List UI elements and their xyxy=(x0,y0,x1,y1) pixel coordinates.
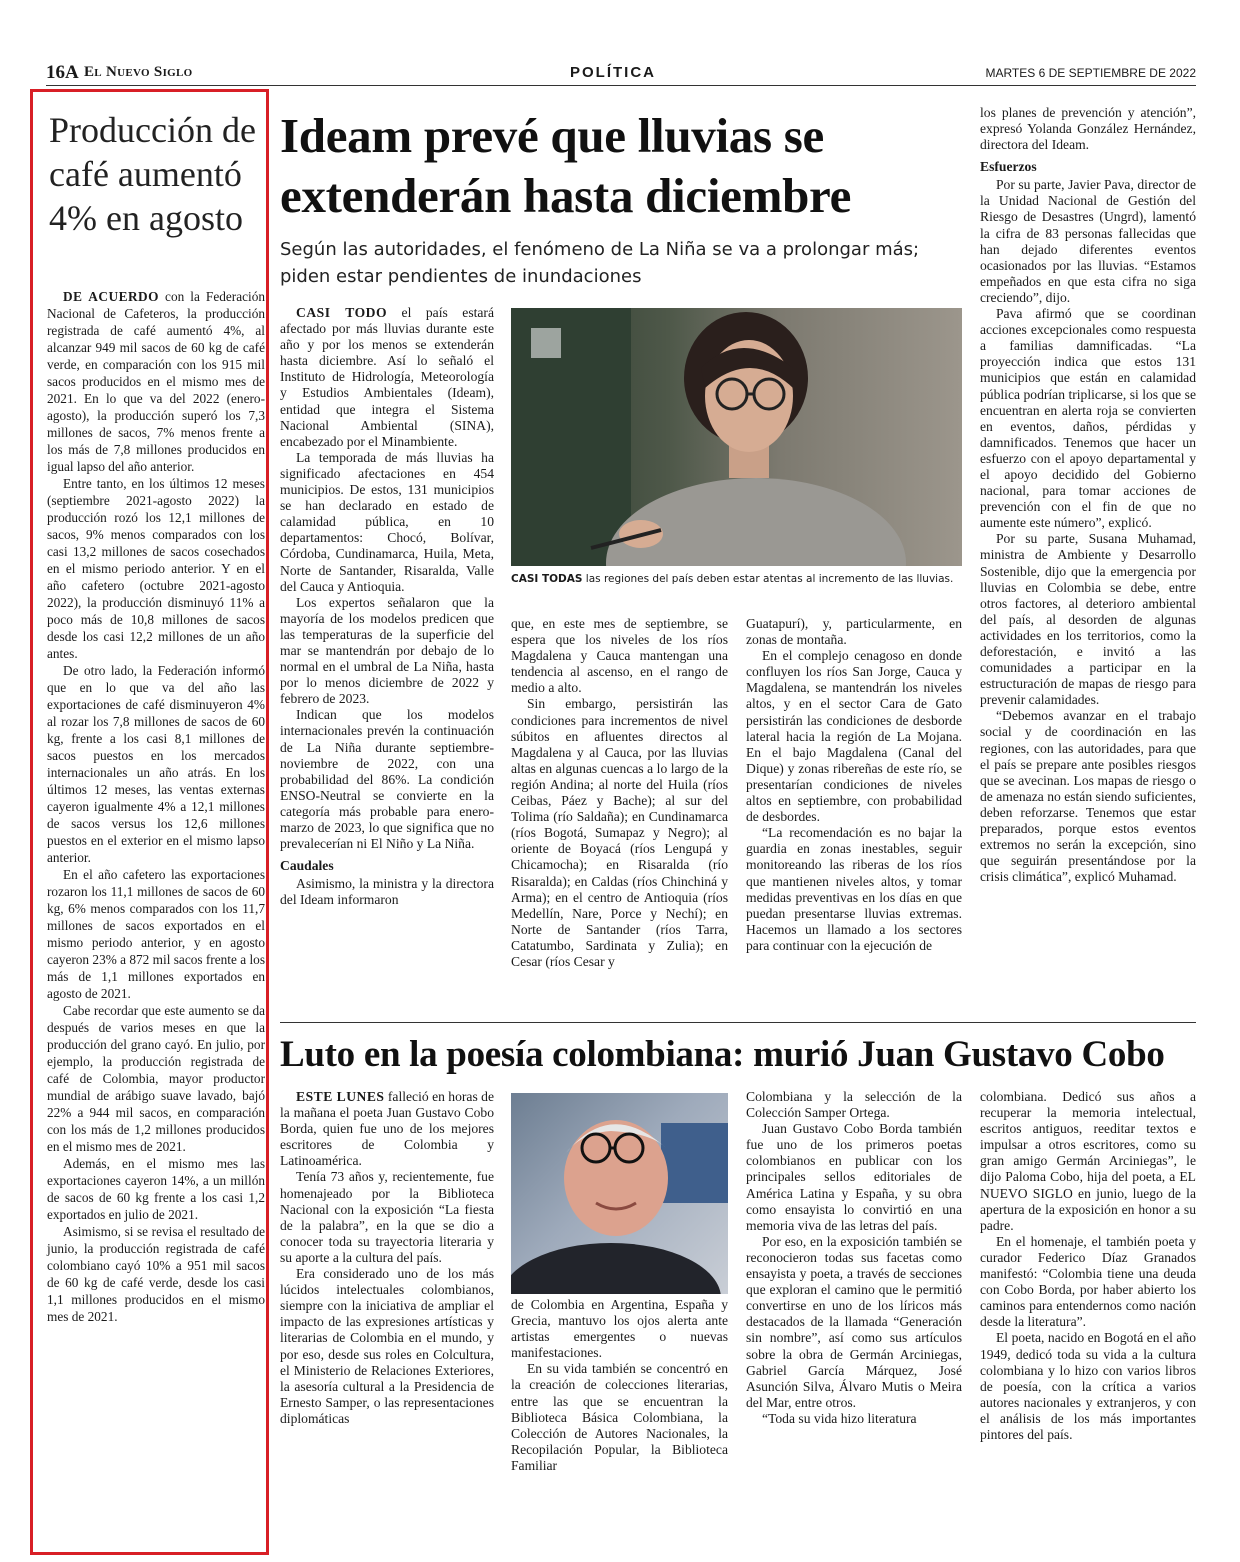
woman-speaking-photo xyxy=(511,308,962,566)
article-paragraph: Por su parte, Susana Muhamad, ministra de Ambiente y Desarrollo Sostenible, dijo que la emergencia por lluvias en Colombia se debe, entre otros factores, al deterioro ambiental del país, al desorden de algunas actividades en los territorios, como la deforestación, e invitó a las comunidades a participar en la estructuración de mapas de riesgo para prevenir calamidades. xyxy=(980,531,1196,708)
article-divider xyxy=(280,1022,1196,1023)
article-paragraph: En su vida también se concentró en la creación de colecciones literarias, entre las que se encuentran la Biblioteca Básica Colombiana, la Colección de Autores Nacionales, la Recopilación Popular, la Biblioteca Familiar xyxy=(511,1361,728,1473)
article-column-1 xyxy=(280,305,494,908)
article-paragraph: Pava afirmó que se coordinan acciones excepcionales como respuesta a familias damnificadas. “La proyección indica que estos 131 municipios que están en calamidad pública podrían triplicarse, si los que se encuentran en alerta roja se convierten en eventos, daños, pérdidas y damnificados. Tenemos que hacer un esfuerzo con el apoyo departamental y el apoyo decidido del Gobierno nacional, para tomar acciones de prevención con el fin de que no aumente este número”, explicó. xyxy=(980,306,1196,531)
photo-illustration xyxy=(511,1093,728,1294)
article-paragraph: Tenía 73 años y, recientemente, fue homenajeado por la Biblioteca Nacional con la exposición “La fiesta de la palabra”, en la que se dio a conocer toda su trayectoria literaria y su aporte a la cultura del país. xyxy=(280,1169,494,1265)
article-paragraph xyxy=(280,1089,494,1169)
article-paragraph: “La recomendación es no bajar la guardia en zonas inestables, seguir monitoreando las riberas de los ríos que mantienen niveles altos, y tomar medidas preventivas en los días en que puedan presentarse lluvias extremas. Hacemos un llamado a los sectores para continuar con la ejecución de xyxy=(746,825,962,953)
article-paragraph: colombiana. Dedicó sus años a recuperar la memoria intelectual, escritos antiguos, reeditar textos e impulsar a otros escritores, como su gran amigo Germán Arciniegas”, le dijo Paloma Cobo, hija del poeta, a EL NUEVO SIGLO en junio, luego de la apertura de la exposición en honor a su padre. xyxy=(980,1089,1196,1233)
article-paragraph: En el complejo cenagoso en donde confluyen los ríos San Jorge, Cauca y Magdalena, se mantendrán los niveles altos, y en el sector Cara de Gato persistirán las condiciones de desborde lateral hacia la región de La Mojana. En el bajo Magdalena (Canal del Dique) y zonas ribereñas de este río, se presentarían condiciones de niveles altos en septiembre, con probabilidad de desbordes. xyxy=(746,648,962,825)
article-paragraph: La temporada de más lluvias ha significado afectaciones en 454 municipios. De estos, 131 municipios se han declarado en estado de calamidad pública, en 10 departamentos: Chocó, Bolívar, Córdoba, Cundinamarca, Huila, Meta, Norte de Santander, Risaralda, Valle del Cauca y Antioquia. xyxy=(280,449,494,594)
sidebar-body xyxy=(47,288,265,1325)
article-lead: ESTE LUNES xyxy=(296,1089,385,1104)
caption-lead: CASI TODAS xyxy=(511,573,583,585)
article-paragraph: Juan Gustavo Cobo Borda también fue uno de los primeros poetas colombianos en publicar con los principales sellos editoriales de América Latina y España, y su obra como ensayista lo convirtió en una memoria viva de las letras del país. xyxy=(746,1121,962,1233)
article-paragraph: que, en este mes de septiembre, se espera que los niveles de los ríos Magdalena y Cauca mantengan una tendencia al ascenso, en el rango de medio a alto. xyxy=(511,616,728,696)
article-column-2 xyxy=(511,1297,728,1474)
sidebar-headline: Producción de café aumentó 4% en agosto xyxy=(49,110,256,238)
sidebar-paragraph: Asimismo, si se revisa el resultado de junio, la producción registrada de café colombiano cayó 10% a 951 mil sacos de 60 kg de café verde, desde los casi 1,1 millones producidos en el mismo mes de 2021. xyxy=(47,1224,265,1324)
article-paragraph: Colombiana y la selección de la Colección Samper Ortega. xyxy=(746,1089,962,1121)
article-paragraph: Indican que los modelos internacionales prevén la continuación de La Niña durante septiembre-noviembre de 2022, con una probabilidad del 86%. La condición ENSO-Neutral se convierte en la categoría más probable para enero-marzo de 2023, lo que significa que no prevalecerían ni El Niño y La Niña. xyxy=(280,707,494,852)
article-paragraph xyxy=(280,305,494,450)
article-paragraph: Era considerado uno de los más lúcidos intelectuales colombianos, siempre con la iniciativa de ampliar el impacto de las expresiones artísticas y literarias de Colombia en el mundo, y por eso, desde sus roles en Colcultura, el Ministerio de Relaciones Exteriores, la asesoría cultural a la Presidencia de Ernesto Samper, o las representaciones diplomáticas xyxy=(280,1266,494,1426)
sidebar-lead: DE ACUERDO xyxy=(63,289,160,304)
article-subhead: Caudales xyxy=(280,858,334,874)
sidebar-paragraph: En el año cafetero las exportaciones rozaron los 11,1 millones de sacos de 60 kg, 6% menos comparados con los 11,7 millones de sacos exportados en el mismo periodo anterior, y en agosto cayeron 23% a 872 mil sacos frente a los más de 1,1 millones exportados en agosto de 2021. xyxy=(47,867,265,1001)
article-headline: Luto en la poesía colombiana: murió Juan Gustavo Cobo xyxy=(280,1034,1165,1075)
section-name: POLÍTICA xyxy=(570,64,656,81)
page-header xyxy=(46,62,1196,86)
sidebar-paragraph: Además, en el mismo mes las exportaciones cayeron 14%, a un millón de sacos de 60 kg frente a los casi 1,2 exportados en julio de 2021. xyxy=(47,1156,265,1222)
article-paragraph: “Debemos avanzar en el trabajo social y de coordinación en las regiones, con las autoridades, para que el país se prepare ante posibles riesgos que se avecinan. Los mapas de riesgo o de amenaza no están siendo suficientes, deben reforzarse. Tenemos que estar preparados, porque estos eventos extremos no serán la excepción, sino que seguirán presentándose por la crisis climática”, explicó Muhamad. xyxy=(980,708,1196,885)
sidebar-paragraph: Cabe recordar que este aumento se da después de varios meses en que la producción del grano cayó. En julio, por ejemplo, la producción registrada de café de Colombia, mayor productor mundial de arábigo suave lavado, bajó 22% a 944 mil sacos, en comparación con los más de 1,2 millones producidos en el mismo mes de 2021. xyxy=(47,1003,265,1154)
article-headline: Ideam prevé que lluvias se extenderán hasta diciembre xyxy=(280,108,852,223)
article-column-3 xyxy=(746,616,962,954)
article-column-2 xyxy=(511,616,728,970)
article-paragraph: “Toda su vida hizo literatura xyxy=(762,1410,917,1426)
article-column-1 xyxy=(280,1089,494,1427)
sidebar-paragraph-text: con la Federación Nacional de Cafeteros, la producción registrada de café aumentó 4%, al alcanzar 949 mil sacos de 60 kg de café verde, en comparación con los 915 mil sacos producidos en el mismo mes de 2021. En lo que va del 2022 (enero-agosto), la producción superó los 7,3 millones de sacos, 7% menos frente a los más de 7,8 millones producidos en igual lapso del año anterior. xyxy=(47,289,265,474)
article-paragraph: Guatapurí), y, particularmente, en zonas de montaña. xyxy=(746,616,962,648)
article-subtitle: Según las autoridades, el fenómeno de La Niña se va a prolongar más; piden estar pendientes de inundaciones xyxy=(280,239,920,287)
article-column-4 xyxy=(980,1089,1196,1443)
article-subhead: Esfuerzos xyxy=(980,159,1037,175)
article-paragraph-text: falleció en horas de la mañana el poeta Juan Gustavo Cobo Borda, quien fue uno de los mejores escritores de Colombia y Latinoamérica. xyxy=(280,1089,494,1169)
article-lead: CASI TODO xyxy=(296,305,388,320)
article-paragraph: de Colombia en Argentina, España y Grecia, mantuvo los ojos alerta ante artistas emergentes o nuevas manifestaciones. xyxy=(511,1297,728,1361)
article-paragraph: El poeta, nacido en Bogotá en el año 1949, dedicó toda su vida a la cultura colombiana y lo hizo con varios libros de poesía, con la crítica a varios autores nacionales y extranjeros, y con el análisis de los más importantes pintores del país. xyxy=(980,1330,1196,1442)
sidebar-paragraph: De otro lado, la Federación informó que en lo que va del año las exportaciones de café disminuyeron 4% al rozar los 7,8 millones de sacos de 60 kg, frente a los casi 8,1 millones de sacos puestos en los mercados internacionales un año atrás. En los últimos 12 meses, las ventas externas cayeron igualmente 4% a 12,1 millones de sacos versus los 12,6 millones puestos en el exterior en el mismo lapso anterior. xyxy=(47,663,265,865)
sidebar-paragraph xyxy=(47,288,265,475)
newspaper-name: El Nuevo Siglo xyxy=(84,64,193,80)
article-paragraph: los planes de prevención y atención”, expresó Yolanda González Hernández, directora del Ideam. xyxy=(980,105,1196,153)
article-column-4 xyxy=(980,105,1196,885)
publication-date: MARTES 6 DE SEPTIEMBRE DE 2022 xyxy=(985,66,1196,80)
photo-illustration xyxy=(511,308,962,566)
page-number: 16A xyxy=(46,62,79,83)
article-paragraph: Por su parte, Javier Pava, director de la Unidad Nacional de Gestión del Riesgo de Desastres (Ungrd), lamentó la cifra de 83 personas fallecidas que han dejado diferentes eventos ocasionados por las lluvias. “Estamos empeñados en que esta cifra no siga creciendo”, dijo. xyxy=(980,177,1196,305)
photo-caption xyxy=(511,572,962,586)
coffee-sidebar-box xyxy=(30,89,269,1555)
article-paragraph: Por eso, en la exposición también se reconocieron todas sus facetas como ensayista y poeta, a través de secciones que exploran el camino que le permitió convertirse en uno de los líricos más destacados de la llamada “Generación sin nombre”, así como sus artículos sobre la obra de Germán Arciniegas, Gabriel García Márquez, José Asunción Silva, Álvaro Mutis o Meira del Mar, entre otros. xyxy=(746,1233,962,1410)
article-paragraph: Asimismo, la ministra y la directora del Ideam informaron xyxy=(280,876,494,908)
sidebar-paragraph: Entre tanto, en los últimos 12 meses (septiembre 2021-agosto 2022) la producción rozó los 12,1 millones de sacos, 9% menos comparados con los casi 13,2 millones de sacos cosechados en el mismo periodo anterior. Y en el año cafetero (octubre 2021-agosto 2022), la producción disminuyó 11% a poco más de 10,8 millones de sacos desde los casi 12,2 millones de un año antes. xyxy=(47,476,265,661)
caption-text: las regiones del país deben estar atentas al incremento de las lluvias. xyxy=(582,573,954,585)
article-paragraph: En el homenaje, el también poeta y curador Federico Díaz Granados manifestó: “Colombia tiene una deuda con Cobo Borda, por haber abierto los caminos para entendernos como nación desde la literatura”. xyxy=(980,1233,1196,1330)
article-paragraph-text: el país estará afectado por más lluvias durante este año y por los menos se extenderán hasta diciembre. Así lo señaló el Instituto de Hidrología, Meteorología y Estudios Ambientales (Ideam), entidad que integra el Sistema Nacional Ambiental (SINA), encabezado por el Minambiente. xyxy=(280,305,494,449)
poet-portrait-photo xyxy=(511,1093,728,1294)
article-column-3 xyxy=(746,1089,962,1427)
article-paragraph: Sin embargo, persistirán las condiciones para incrementos de nivel súbitos en afluentes directos al Magdalena y al Cauca, por las lluvias altas en algunas cuencas a lo largo de la región Andina; al norte del Huila (ríos Ceibas, Páez y Bache); al sur del Tolima (río Saldaña); en Cundinamarca (ríos Bogotá, Sumapaz y Negro); al oriente de Boyacá (ríos Lengupá y Chicamocha); en Risaralda (río Risaralda); en Caldas (ríos Chinchiná y Arma); en el centro de Antioquia (ríos Medellín, Nare, Porce y Nechí); en Norte de Santander (ríos Tarra, Catatumbo, Sardinata y Zulia); en Cesar (ríos Cesar y xyxy=(511,696,728,969)
article-paragraph: Los expertos señalaron que la mayoría de los modelos predicen que las temperaturas de la superficie del mar se mantendrán por debajo de lo normal en el umbral de La Niña, hasta por lo menos diciembre de 2022 y febrero de 2023. xyxy=(280,594,494,707)
